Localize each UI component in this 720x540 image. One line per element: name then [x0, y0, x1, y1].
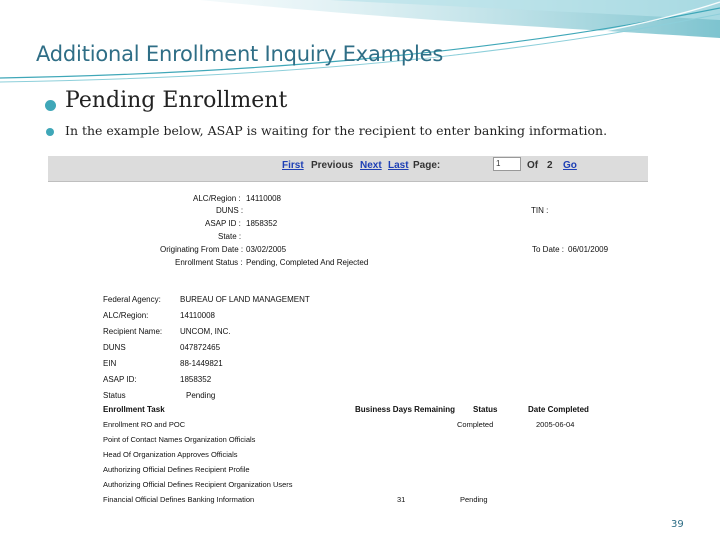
date-completed-column-header: Date Completed — [528, 405, 589, 414]
detail-asap-value: 1858352 — [180, 375, 212, 384]
detail-asap-label: ASAP ID: — [103, 375, 137, 384]
last-link[interactable]: Last — [388, 160, 409, 171]
ein-value: 88-1449821 — [180, 359, 223, 368]
alc-value: 14110008 — [246, 194, 281, 203]
detail-status-label: Status — [103, 391, 126, 400]
duns-label: DUNS : — [216, 206, 244, 215]
task-row-date: 2005-06-04 — [536, 420, 575, 429]
pager-divider — [48, 181, 648, 182]
state-label: State : — [218, 232, 242, 241]
detail-duns-label: DUNS — [103, 343, 126, 352]
status-column-header: Status — [473, 405, 498, 414]
task-row-label: Point of Contact Names Organization Officials — [103, 435, 256, 444]
task-row-label: Authorizing Official Defines Recipient Profile — [103, 465, 250, 474]
slide-title: Additional Enrollment Inquiry Examples — [36, 42, 444, 66]
enrollment-inquiry-screenshot — [48, 150, 648, 535]
go-link[interactable]: Go — [563, 160, 577, 171]
task-row-status: Pending — [460, 495, 488, 504]
task-row-label: Financial Official Defines Banking Information — [103, 495, 255, 504]
to-date-label: To Date : — [532, 245, 565, 254]
recipient-name-label: Recipient Name: — [103, 327, 163, 336]
asap-id-label: ASAP ID : — [205, 219, 241, 228]
agency-value: BUREAU OF LAND MANAGEMENT — [180, 295, 310, 304]
page-label: Page: — [413, 160, 441, 171]
agency-label: Federal Agency: — [103, 295, 161, 304]
bullet-pending-enrollment: Pending Enrollment — [65, 88, 288, 113]
detail-status-value: Pending — [186, 391, 216, 400]
task-row-label: Authorizing Official Defines Recipient Organization Users — [103, 480, 293, 489]
to-date-value: 06/01/2009 — [568, 245, 609, 254]
bullet-icon — [45, 100, 56, 111]
of-label: Of — [527, 160, 539, 171]
recipient-name-value: UNCOM, INC. — [180, 327, 231, 336]
first-link[interactable]: First — [282, 160, 304, 171]
tin-label: TIN : — [531, 206, 549, 215]
enrollment-status-label: Enrollment Status : — [175, 258, 243, 267]
previous-label[interactable]: Previous — [311, 160, 354, 171]
alc-label: ALC/Region : — [193, 194, 241, 203]
task-row-status: Completed — [457, 420, 494, 429]
detail-alc-label: ALC/Region: — [103, 311, 149, 320]
detail-duns-value: 047872465 — [180, 343, 221, 352]
asap-id-value: 1858352 — [246, 219, 278, 228]
task-row-label: Head Of Organization Approves Officials — [103, 450, 238, 459]
from-date-label: Originating From Date : — [160, 245, 244, 254]
total-pages: 2 — [547, 160, 553, 171]
page-number-input[interactable]: 1 — [493, 157, 521, 171]
bullet-icon — [46, 128, 54, 136]
task-row-days: 31 — [397, 495, 406, 504]
task-row-label: Enrollment RO and POC — [103, 420, 186, 429]
bullet-description: In the example below, ASAP is waiting for the recipient to enter banking information. — [65, 123, 608, 138]
days-remaining-column-header: Business Days Remaining — [355, 405, 456, 414]
next-link[interactable]: Next — [360, 160, 382, 171]
ein-label: EIN — [103, 359, 117, 368]
enrollment-status-value: Pending, Completed And Rejected — [246, 258, 369, 267]
task-column-header: Enrollment Task — [103, 405, 165, 414]
from-date-value: 03/02/2005 — [246, 245, 287, 254]
slide-page-number: 39 — [671, 519, 684, 530]
detail-alc-value: 14110008 — [180, 311, 215, 320]
